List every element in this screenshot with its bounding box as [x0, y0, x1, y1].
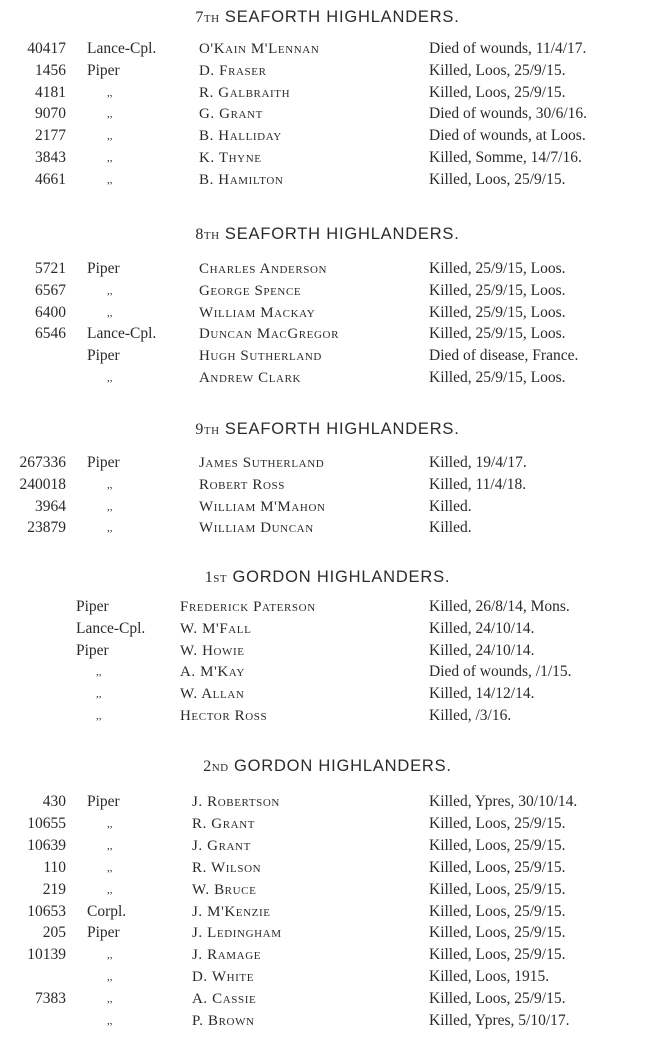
service-number: 10655: [27, 814, 66, 832]
rank: ,,: [107, 949, 113, 962]
service-number: 267336: [19, 454, 66, 471]
soldier-name: George Spence: [199, 282, 302, 299]
fate: Killed, 19/4/17.: [429, 454, 527, 471]
roll-entry: [0, 147, 655, 169]
service-number: 2177: [35, 127, 66, 145]
roll-entry: [0, 966, 655, 988]
soldier-name: Andrew Clark: [199, 370, 302, 386]
rank: Piper: [87, 793, 120, 810]
roll-entry: [0, 640, 655, 662]
section-ordinal: 8th: [195, 226, 220, 243]
rank: ,,: [107, 500, 113, 513]
rank: Piper: [76, 641, 109, 659]
soldier-name: O'Kain M'Lennan: [199, 41, 320, 57]
rank: ,,: [107, 993, 113, 1006]
roll-entry: [0, 302, 655, 324]
roll-entry: [0, 1010, 655, 1032]
soldier-name: William M'Mahon: [199, 498, 326, 515]
soldier-name: J. Ramage: [192, 947, 262, 964]
service-number: 40417: [27, 40, 66, 57]
roll-entry: [0, 813, 655, 835]
roll-entry: [0, 474, 655, 496]
service-number: 1456: [35, 61, 66, 79]
service-number: 205: [42, 924, 66, 942]
soldier-name: R. Grant: [192, 815, 256, 832]
roll-entry: [0, 345, 655, 367]
section-ordinal: 9th: [195, 421, 220, 438]
rank: ,,: [107, 108, 113, 121]
roll-entry: [0, 988, 655, 1010]
fate: Killed, 14/12/14.: [429, 685, 535, 703]
soldier-name: J. M'Kenzie: [192, 903, 271, 920]
roll-entry: [0, 323, 655, 345]
roll-entry: [0, 258, 655, 280]
roll-entry: [0, 879, 655, 901]
rank: Corpl.: [87, 902, 127, 920]
rank: Piper: [87, 347, 120, 365]
rank: ,,: [107, 173, 113, 186]
fate: Killed, Somme, 14/7/16.: [429, 149, 582, 166]
rank: ,,: [107, 883, 113, 896]
rank: ,,: [96, 710, 102, 722]
service-number: 6400: [35, 303, 66, 321]
roll-entry: [0, 169, 655, 191]
service-number: 4661: [35, 170, 66, 188]
section-regiment: SEAFORTH HIGHLANDERS.: [224, 420, 460, 438]
rank: ,,: [107, 86, 113, 99]
soldier-name: R. Wilson: [192, 859, 262, 876]
service-number: 3964: [35, 497, 66, 515]
section-title: [0, 8, 655, 27]
fate: Killed, Loos, 25/9/15.: [429, 61, 566, 79]
section-regiment: SEAFORTH HIGHLANDERS.: [224, 8, 460, 26]
rank: ,,: [107, 130, 113, 143]
rank: ,,: [107, 306, 113, 319]
roll-entry: [0, 596, 655, 618]
fate: Killed, Loos, 25/9/15.: [429, 990, 566, 1008]
soldier-name: W. M'Fall: [180, 620, 252, 637]
rank: ,,: [96, 666, 102, 679]
service-number: 23879: [27, 519, 66, 537]
soldier-name: Frederick Paterson: [180, 599, 316, 615]
fate: Killed, 26/8/14, Mons.: [429, 598, 570, 615]
soldier-name: A. Cassie: [192, 991, 257, 1008]
section-ordinal: 2nd: [203, 758, 229, 775]
roll-entry: [0, 280, 655, 302]
fate: Killed, /3/16.: [429, 707, 512, 724]
roll-entry: [0, 661, 655, 683]
soldier-name: W. Howie: [180, 642, 245, 659]
soldier-name: Charles Anderson: [199, 261, 328, 277]
rank: Piper: [87, 61, 120, 79]
soldier-name: Duncan MacGregor: [199, 326, 340, 343]
soldier-name: J. Ledingham: [192, 925, 282, 942]
fate: Killed, 25/9/15, Loos.: [429, 281, 566, 299]
fate: Killed, Loos, 25/9/15.: [429, 880, 566, 898]
service-number: 219: [42, 880, 66, 898]
roll-entry: [0, 857, 655, 879]
roll-entry: [0, 82, 655, 104]
soldier-name: P. Brown: [192, 1013, 255, 1029]
soldier-name: Robert Ross: [199, 476, 285, 493]
fate: Killed, 25/9/15, Loos.: [429, 369, 566, 386]
fate: Killed, Loos, 25/9/15.: [429, 946, 566, 964]
soldier-name: K. Thyne: [199, 150, 262, 166]
fate: Killed, Ypres, 30/10/14.: [429, 793, 578, 810]
service-number: 5721: [35, 260, 66, 277]
rank: Lance-Cpl.: [87, 40, 157, 57]
section-title: [0, 225, 655, 244]
rank: ,,: [107, 971, 113, 984]
roll-entry: [0, 618, 655, 640]
soldier-name: William Duncan: [199, 520, 314, 537]
rank: ,,: [107, 372, 113, 384]
fate: Killed, Loos, 25/9/15.: [429, 858, 566, 876]
fate: Died of wounds, 11/4/17.: [429, 40, 587, 57]
roll-entry: [0, 791, 655, 813]
rank: Piper: [87, 454, 120, 471]
roll-entry: [0, 517, 655, 539]
rank: ,,: [107, 817, 113, 830]
section-regiment: GORDON HIGHLANDERS.: [233, 757, 452, 775]
soldier-name: G. Grant: [199, 106, 263, 123]
fate: Killed, 11/4/18.: [429, 475, 527, 493]
soldier-name: B. Hamilton: [199, 171, 284, 188]
rank: ,,: [107, 1015, 113, 1027]
roll-entry: [0, 705, 655, 727]
service-number: 10639: [27, 836, 66, 854]
fate: Killed, 24/10/14.: [429, 619, 535, 637]
fate: Killed, Ypres, 5/10/17.: [429, 1012, 570, 1029]
soldier-name: R. Galbraith: [199, 84, 291, 101]
service-number: 4181: [35, 83, 66, 101]
roll-entry: [0, 60, 655, 82]
soldier-name: D. Fraser: [199, 62, 267, 79]
soldier-name: James Sutherland: [199, 455, 325, 471]
fate: Killed, 24/10/14.: [429, 641, 535, 659]
rank: Piper: [87, 260, 120, 277]
roll-entry: [0, 496, 655, 518]
rank: ,,: [107, 839, 113, 852]
rank: ,,: [107, 478, 113, 491]
section-title: [0, 568, 655, 587]
fate: Killed, Loos, 25/9/15.: [429, 83, 566, 101]
service-number: 110: [43, 858, 66, 876]
soldier-name: Hugh Sutherland: [199, 348, 322, 365]
rank: Piper: [87, 924, 120, 942]
fate: Died of wounds, /1/15.: [429, 663, 572, 681]
soldier-name: J. Robertson: [192, 794, 280, 810]
section-title: [0, 420, 655, 439]
fate: Killed, Loos, 25/9/15.: [429, 924, 566, 942]
roll-entry: [0, 452, 655, 474]
rank: Lance-Cpl.: [87, 325, 157, 343]
service-number: 430: [42, 793, 66, 810]
fate: Died of wounds, at Loos.: [429, 127, 586, 145]
rank: Piper: [76, 598, 109, 615]
fate: Killed, Loos, 25/9/15.: [429, 814, 566, 832]
soldier-name: W. Bruce: [192, 881, 257, 898]
soldier-name: A. M'Kay: [180, 664, 245, 681]
soldier-name: D. White: [192, 969, 255, 986]
soldier-name: B. Halliday: [199, 128, 282, 145]
roll-entry: [0, 367, 655, 389]
service-number: 240018: [19, 475, 66, 493]
roll-entry: [0, 922, 655, 944]
soldier-name: W. Allan: [180, 686, 245, 703]
roll-entry: [0, 944, 655, 966]
soldier-name: J. Grant: [192, 837, 251, 854]
fate: Killed.: [429, 497, 472, 515]
service-number: 9070: [35, 105, 66, 123]
rank: Lance-Cpl.: [76, 619, 146, 637]
section-regiment: SEAFORTH HIGHLANDERS.: [224, 225, 460, 243]
fate: Killed.: [429, 519, 472, 537]
rank: ,,: [107, 522, 113, 535]
fate: Killed, 25/9/15, Loos.: [429, 325, 566, 343]
roll-entry: [0, 38, 655, 60]
roll-entry: [0, 835, 655, 857]
fate: Killed, Loos, 25/9/15.: [429, 836, 566, 854]
service-number: 6546: [35, 325, 66, 343]
fate: Killed, 25/9/15, Loos.: [429, 260, 566, 277]
service-number: 7383: [35, 990, 66, 1008]
rank: ,,: [107, 152, 113, 164]
fate: Killed, Loos, 25/9/15.: [429, 902, 566, 920]
fate: Killed, Loos, 1915.: [429, 968, 550, 986]
roll-entry: [0, 103, 655, 125]
fate: Died of wounds, 30/6/16.: [429, 105, 588, 123]
service-number: 6567: [35, 281, 66, 299]
soldier-name: Hector Ross: [180, 708, 268, 724]
roll-entry: [0, 683, 655, 705]
service-number: 10139: [27, 946, 66, 964]
roll-entry: [0, 125, 655, 147]
section-regiment: GORDON HIGHLANDERS.: [232, 568, 451, 586]
rank: ,,: [96, 688, 102, 701]
fate: Died of disease, France.: [429, 347, 579, 365]
service-number: 3843: [35, 149, 66, 166]
roll-entry: [0, 901, 655, 923]
soldier-name: William Mackay: [199, 304, 316, 321]
section-ordinal: 7th: [195, 9, 220, 26]
service-number: 10653: [27, 902, 66, 920]
fate: Killed, Loos, 25/9/15.: [429, 170, 566, 188]
rank: ,,: [107, 284, 113, 297]
rank: ,,: [107, 861, 113, 874]
section-ordinal: 1st: [204, 569, 228, 586]
section-title: [0, 757, 655, 776]
fate: Killed, 25/9/15, Loos.: [429, 303, 566, 321]
